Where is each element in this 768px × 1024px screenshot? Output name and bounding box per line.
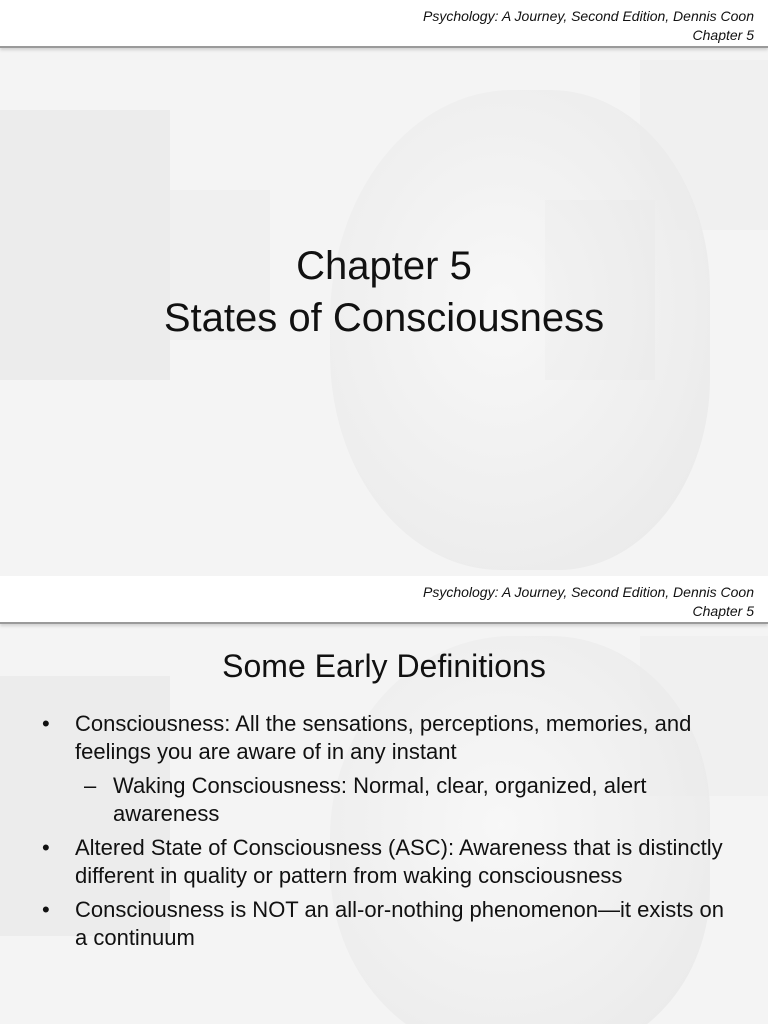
bullet-item [42, 834, 732, 890]
slide-title-text [0, 240, 768, 344]
book-title: Psychology: A Journey, Second Edition, Dennis Coon [422, 8, 754, 24]
slide-header [0, 576, 768, 624]
bullet-item [42, 896, 732, 952]
slide-definitions [0, 576, 768, 1024]
slide-heading: Some Early Definitions [222, 648, 546, 684]
bullet-text: Consciousness is NOT an all-or-nothing phenomenon—it exists on a continuum [75, 897, 724, 950]
slide-header [0, 0, 768, 48]
bullet-text: Consciousness: All the sensations, perceptions, memories, and feelings you are aware of in any instant [75, 711, 692, 764]
bullet-marker: • [42, 835, 50, 860]
bullet-marker: • [42, 897, 50, 922]
bullet-list [42, 710, 732, 958]
chapter-subtitle: States of Consciousness [163, 296, 605, 340]
bullet-marker: • [42, 711, 50, 736]
sub-bullet-text: Waking Consciousness: Normal, clear, organized, alert awareness [113, 773, 647, 826]
bullet-text: Altered State of Consciousness (ASC): Awareness that is distinctly different in quality or pattern from waking consciousness [75, 835, 723, 888]
chapter-heading: Chapter 5 [296, 244, 472, 288]
sub-bullet-marker: – [84, 773, 97, 798]
bullet-item [42, 710, 732, 766]
chapter-label: Chapter 5 [692, 603, 754, 619]
chapter-label: Chapter 5 [692, 27, 754, 43]
sub-bullet-item [42, 772, 732, 828]
book-title: Psychology: A Journey, Second Edition, Dennis Coon [422, 584, 754, 600]
